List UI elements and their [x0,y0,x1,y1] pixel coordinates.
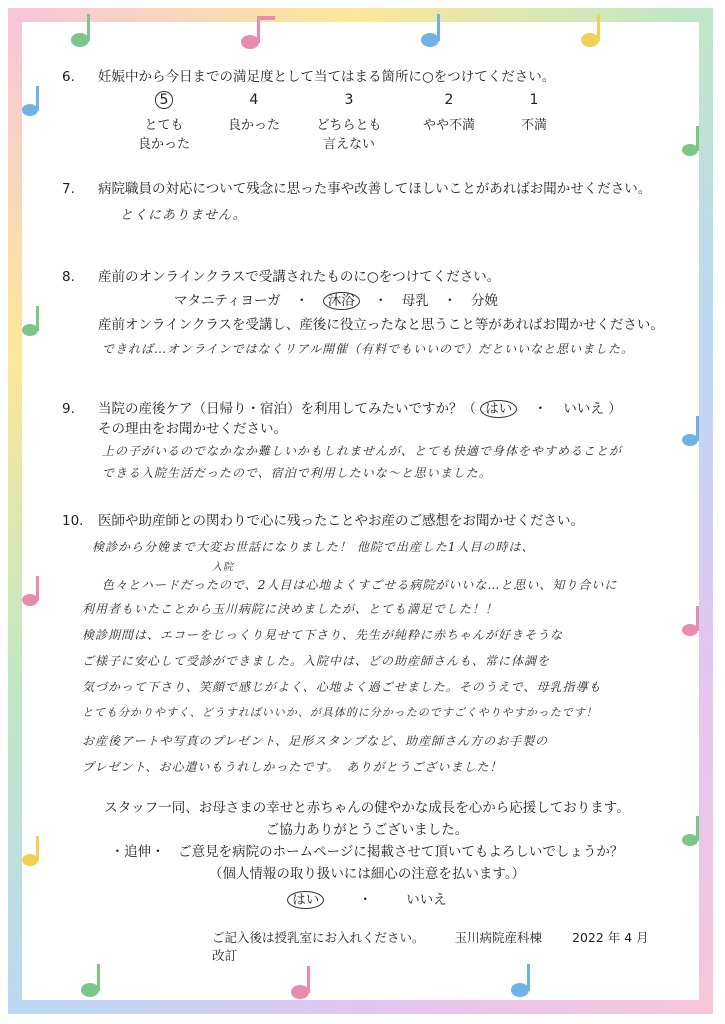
postscript-question: ・追伸・ ご意見を病院のホームページに掲載させて頂いてもよろしいでしょうか？ [110,844,624,860]
answer-10-line-8: お産後アートや写真のプレゼント、足形スタンプなど、助産師さん方のお手製の [82,734,549,748]
footer-revision-date: 2022 年 4 月 改訂 [212,930,662,963]
consent-yes-option[interactable]: はい [287,891,324,909]
question-6: 6. 妊娠中から今日までの満足度として当てはまる箇所に○をつけてください。 [62,69,556,85]
yes-option[interactable]: はい [480,400,517,418]
scale-option-2[interactable]: 2 やや不満 [422,92,475,133]
answer-7: とくにありません。 [120,208,247,223]
class-option-yoga[interactable]: マタニティヨーガ [174,293,281,309]
answer-10-line-6: 気づかって下さり、笑顔で感じがよく、心地よく過ごせました。そのうえで、母乳指導も [82,680,602,694]
class-option-bath[interactable]: 沐浴 [323,292,360,310]
scale-option-5[interactable]: 5 とても 良かった [137,92,190,152]
satisfaction-scale [124,92,554,152]
thanks-message: ご協力ありがとうございました。 [265,822,469,838]
answer-10-line-2: 色々とハードだったので、2人目は心地よくすごせる病院がいいな…と思い、知り合いに [102,578,618,592]
answer-8: できれば…オンラインではなくリアル開催（有料でもいいので）だといいなと思いました。 [102,342,635,356]
footer [212,928,672,964]
answer-10-line-5: ご様子に安心して受診ができました。入院中は、どの助産師さんも、常に体調を [82,654,551,668]
answer-10-insert: 入院 [212,562,234,573]
question-9-followup: その理由をお聞かせください。 [98,421,287,437]
scale-option-1[interactable]: 1 不満 [520,92,547,133]
answer-10-line-1: 検診から分娩まで大変お世話になりました！ 他院で出産した1人目の時は、 [92,540,535,554]
publish-consent-options: はい ・ いいえ [62,888,672,908]
class-option-breastfeeding[interactable]: 母乳 [401,293,429,309]
class-option-delivery[interactable]: 分娩 [470,293,498,309]
survey-page [62,60,672,963]
footer-instruction: ご記入後は授乳室にお入れください。 [212,930,425,945]
question-10: 10. 医師や助産師との関わりで心に残ったことやお産のご感想をお聞かせください。 [62,513,584,529]
answer-9-line-1: 上の子がいるのでなかなか難しいかもしれませんが、とても快適で身体をやすめることが [102,444,623,458]
answer-9-line-2: できる入院生活だったので、宿泊で利用したいな～と思いました。 [102,466,492,480]
answer-10-line-7: とても分かりやすく、どうすればいいか、が具体的に分かったのですごくやりやすかったです！ [82,706,598,719]
answer-10-line-3: 利用者もいたことから玉川病院に決めましたが、とても満足でした！！ [82,602,499,616]
no-option[interactable]: いいえ [563,401,604,417]
scale-option-4[interactable]: 4 良かった [227,92,280,133]
question-7: 7. 病院職員の対応について残念に思った事や改善してほしいことがあればお聞かせください。 [62,181,652,197]
online-class-options: マタニティヨーガ ・ 沐浴 ・ 母乳 ・ 分娩 [174,293,498,309]
privacy-note: （個人情報の取り扱いには細心の注意を払います。） [208,866,526,882]
answer-10-line-9: プレゼント、お心遣いもうれしかったです。 ありがとうございました！ [82,760,503,774]
scale-option-3[interactable]: 3 どちらとも 言えない [316,92,382,152]
consent-no-option[interactable]: いいえ [406,892,447,908]
answer-10-line-4: 検診期間は、エコーをじっくり見せて下さり、先生が純粋に赤ちゃんが好きそうな [82,628,564,642]
question-8: 8. 産前のオンラインクラスで受講されたものに○をつけてください。 [62,269,501,285]
question-8-followup: 産前オンラインクラスを受講し、産後に役立ったなと思うこと等があればお聞かせください。 [98,317,664,333]
footer-department: 玉川病院産科棟 [454,930,543,945]
question-9: 9. 当院の産後ケア（日帰り・宿泊）を利用してみたいですか？（ はい ・ いいえ ） [62,401,622,417]
closing-message: スタッフ一同、お母さまの幸せと赤ちゃんの健やかな成長を心から応援しております。 [104,800,630,816]
